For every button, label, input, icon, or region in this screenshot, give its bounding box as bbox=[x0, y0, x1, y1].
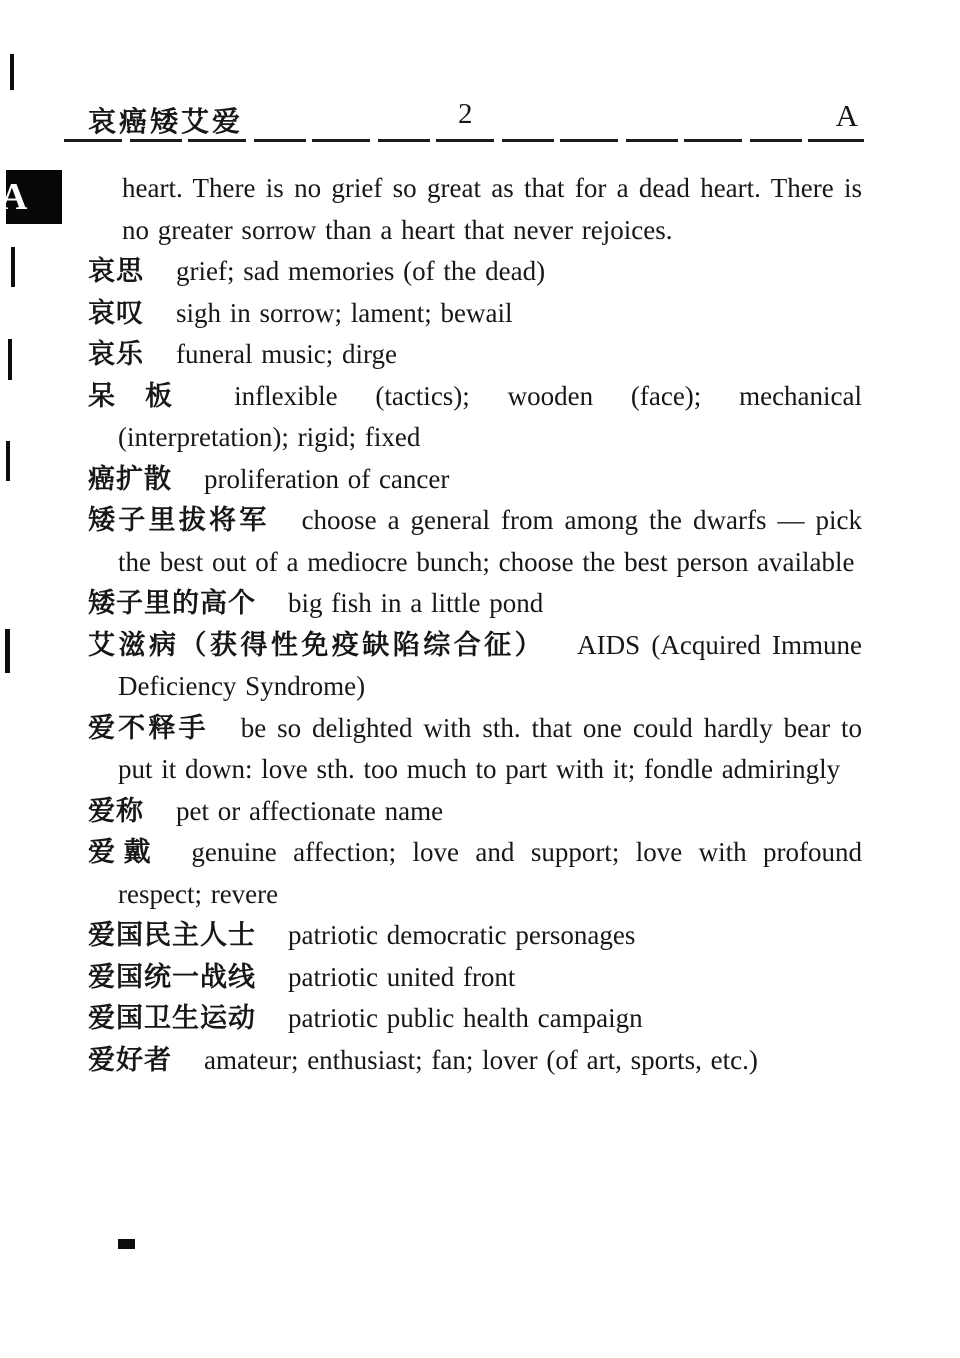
entry-definition: patriotic united front bbox=[288, 961, 516, 992]
entry-headword: 爱戴 bbox=[88, 837, 160, 867]
scan-mark bbox=[6, 441, 10, 481]
entry-headword: 呆板 bbox=[88, 380, 203, 411]
entry-definition: genuine affection; love and support; love with profound respect; revere bbox=[118, 837, 862, 909]
entry-headword: 爱国民主人士 bbox=[88, 920, 256, 950]
dictionary-entry bbox=[88, 625, 862, 708]
guide-words: 哀癌矮艾爱 bbox=[88, 107, 244, 138]
dictionary-entry bbox=[88, 998, 862, 1040]
scan-mark bbox=[11, 247, 15, 287]
entry-headword: 爱不释手 bbox=[88, 712, 209, 743]
entry-headword: 矮子里的高个 bbox=[88, 588, 256, 618]
dictionary-entry bbox=[88, 791, 862, 833]
entry-headword: 哀思 bbox=[88, 256, 144, 286]
dictionary-entry bbox=[88, 708, 862, 791]
dictionary-entry bbox=[88, 915, 862, 957]
entry-definition: patriotic public health campaign bbox=[288, 1003, 643, 1033]
dictionary-entry bbox=[88, 376, 862, 459]
scan-mark bbox=[118, 1239, 135, 1249]
entry-headword: 癌扩散 bbox=[88, 463, 172, 494]
entry-headword: 爱国统一战线 bbox=[88, 961, 256, 992]
entry-headword: 哀叹 bbox=[88, 297, 144, 328]
dictionary-content bbox=[88, 168, 862, 1081]
scan-mark bbox=[5, 629, 10, 673]
entry-headword: 艾滋病（获得性免疫缺陷综合征） bbox=[88, 629, 546, 660]
entry-continuation: heart. There is no grief so great as that for a dead heart. There is no greater sorrow than a heart that never rejoices. bbox=[122, 173, 862, 245]
entry-definition: pet or affectionate name bbox=[176, 795, 444, 826]
page-number: 2 bbox=[458, 98, 473, 130]
dictionary-entry bbox=[88, 832, 862, 915]
dictionary-entry bbox=[88, 251, 862, 293]
dictionary-entry bbox=[88, 957, 862, 999]
thumb-tab-letter: A bbox=[0, 176, 28, 218]
section-letter: A bbox=[835, 98, 858, 133]
dictionary-entry bbox=[88, 583, 862, 625]
dictionary-entry bbox=[88, 334, 862, 376]
header-rule bbox=[64, 138, 864, 142]
page-header bbox=[88, 98, 860, 138]
thumb-index-tab bbox=[0, 170, 62, 224]
dictionary-entry bbox=[88, 459, 862, 501]
entry-definition: choose a general from among the dwarfs — pick the best out of a mediocre bunch; choose the best person available bbox=[118, 505, 862, 577]
entry-definition: be so delighted with sth. that one could hardly bear to put it down: love sth. too much to part with it; fondle admiringly bbox=[118, 712, 863, 784]
entry-headword: 哀乐 bbox=[88, 339, 144, 369]
entry-definition: patriotic democratic personages bbox=[288, 920, 636, 950]
entry-definition: sigh in sorrow; lament; bewail bbox=[176, 297, 513, 328]
entry-headword: 矮子里拔将军 bbox=[88, 505, 270, 535]
entry-definition: big fish in a little pond bbox=[288, 588, 544, 618]
entry-definition: grief; sad memories (of the dead) bbox=[176, 256, 546, 286]
entry-definition: inflexible (tactics); wooden (face); mechanical (interpretation); rigid; fixed bbox=[118, 380, 863, 452]
entry-definition: AIDS (Acquired Immune Deficiency Syndrome) bbox=[118, 629, 863, 701]
entry-definition: amateur; enthusiast; fan; lover (of art, sports, etc.) bbox=[204, 1044, 758, 1075]
scan-mark bbox=[8, 339, 12, 380]
dictionary-entry bbox=[88, 293, 862, 335]
entry-headword: 爱国卫生运动 bbox=[88, 1003, 256, 1033]
entry-headword: 爱称 bbox=[88, 795, 144, 826]
dictionary-entry bbox=[88, 1040, 862, 1082]
entry-headword: 爱好者 bbox=[88, 1044, 172, 1075]
entry-definition: funeral music; dirge bbox=[176, 339, 397, 369]
dictionary-entry bbox=[88, 500, 862, 583]
entry-definition: proliferation of cancer bbox=[204, 463, 450, 494]
scan-mark bbox=[10, 54, 14, 90]
